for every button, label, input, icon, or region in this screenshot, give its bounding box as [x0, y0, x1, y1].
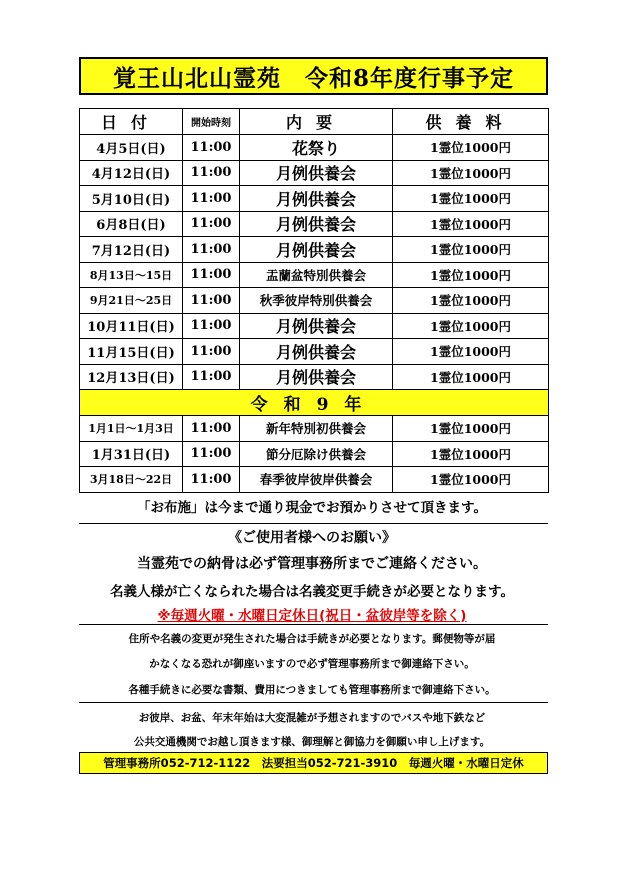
fee-cell: 1霊位1000円	[393, 186, 549, 212]
event-cell: 盂蘭盆特別供養会	[240, 262, 393, 288]
time-cell: 11:00	[183, 364, 240, 390]
request-title: 《ご使用者様へのお願い》	[228, 530, 396, 546]
date-cell: 7月12日(日)	[80, 237, 183, 263]
date-cell: 9月21日～25日	[80, 288, 183, 314]
closed-days-notice: ※毎週火曜・水曜日定休日(祝日・盆彼岸等を除く)	[157, 608, 467, 624]
fee-cell: 1霊位1000円	[393, 441, 549, 467]
table-row	[80, 237, 549, 263]
header-date: 日付	[80, 109, 183, 135]
table-row	[80, 186, 549, 212]
time-cell: 11:00	[183, 313, 240, 339]
event-cell: 節分厄除け供養会	[240, 441, 393, 467]
table-row	[80, 313, 549, 339]
event-cell: 新年特別初供養会	[240, 416, 393, 442]
time-cell: 11:00	[183, 441, 240, 467]
traffic-note-1: お彼岸、お盆、年末年始は大変混雑が予想されますのでバスや地下鉄など	[138, 712, 486, 724]
time-cell: 11:00	[183, 211, 240, 237]
time-cell: 11:00	[183, 339, 240, 365]
fees-note: 各種手続きに必要な書類、費用につきましても管理事務所まで御連絡下さい。	[128, 684, 496, 696]
fee-cell: 1霊位1000円	[393, 313, 549, 339]
address-note-2: かなくなる恐れが御座いますので必ず管理事務所まで御連絡下さい。	[149, 658, 475, 670]
address-note-1: 住所や名義の変更が発生された場合は手続きが必要となります。郵便物等が届	[128, 633, 496, 645]
era-label: 令和9年	[80, 390, 549, 416]
event-cell: 春季彼岸彼岸供養会	[240, 467, 393, 493]
fee-cell: 1霊位1000円	[393, 211, 549, 237]
date-cell: 6月8日(日)	[80, 211, 183, 237]
date-cell: 12月13日(日)	[80, 364, 183, 390]
fee-cell: 1霊位1000円	[393, 416, 549, 442]
time-cell: 11:00	[183, 135, 240, 161]
table-row	[80, 262, 549, 288]
date-cell: 11月15日(日)	[80, 339, 183, 365]
fee-cell: 1霊位1000円	[393, 288, 549, 314]
date-cell: 8月13日～15日	[80, 262, 183, 288]
date-cell: 1月1日～1月3日	[80, 416, 183, 442]
event-cell: 月例供養会	[240, 364, 393, 390]
traffic-note-2: 公共交通機関でお越し頂きます様、御理解と御協力を御願い申し上げます。	[133, 736, 491, 748]
time-cell: 11:00	[183, 288, 240, 314]
event-cell: 月例供養会	[240, 237, 393, 263]
date-cell: 4月12日(日)	[80, 160, 183, 186]
date-cell: 5月10日(日)	[80, 186, 183, 212]
table-row	[80, 339, 549, 365]
fee-cell: 1霊位1000円	[393, 339, 549, 365]
event-cell: 月例供養会	[240, 313, 393, 339]
time-cell: 11:00	[183, 262, 240, 288]
table-row	[80, 441, 549, 467]
header-time: 開始時刻	[183, 109, 240, 135]
divider	[79, 523, 548, 524]
divider	[79, 624, 548, 625]
fee-cell: 1霊位1000円	[393, 262, 549, 288]
event-cell: 秋季彼岸特別供養会	[240, 288, 393, 314]
era-row	[80, 390, 549, 416]
contact-footer: 管理事務所052-712-1122 法要担当052-721-3910 毎週火曜・水曜日定休	[79, 752, 548, 774]
table-row	[80, 416, 549, 442]
request-line-2: 名義人様が亡くなられた場合は名義変更手続きが必要となります。	[110, 584, 514, 600]
header-content: 内要	[240, 109, 393, 135]
table-row	[80, 211, 549, 237]
table-row	[80, 160, 549, 186]
event-cell: 月例供養会	[240, 186, 393, 212]
table-row	[80, 135, 549, 161]
event-cell: 花祭り	[240, 135, 393, 161]
table-row	[80, 467, 549, 493]
fee-cell: 1霊位1000円	[393, 467, 549, 493]
date-cell: 4月5日(日)	[80, 135, 183, 161]
divider	[79, 702, 548, 703]
date-cell: 1月31日(日)	[80, 441, 183, 467]
page-title: 覚王山北山霊苑 令和8年度行事予定	[79, 57, 548, 95]
fee-cell: 1霊位1000円	[393, 160, 549, 186]
date-cell: 10月11日(日)	[80, 313, 183, 339]
time-cell: 11:00	[183, 416, 240, 442]
event-cell: 月例供養会	[240, 160, 393, 186]
event-cell: 月例供養会	[240, 211, 393, 237]
table-header-row	[80, 109, 549, 135]
time-cell: 11:00	[183, 237, 240, 263]
table-row	[80, 288, 549, 314]
ofuse-note: 「お布施」は今まで通り現金でお預かりさせて頂きます。	[137, 500, 487, 516]
fee-cell: 1霊位1000円	[393, 135, 549, 161]
time-cell: 11:00	[183, 467, 240, 493]
event-cell: 月例供養会	[240, 339, 393, 365]
request-line-1: 当霊苑での納骨は必ず管理事務所までご連絡ください。	[137, 556, 487, 572]
time-cell: 11:00	[183, 160, 240, 186]
schedule-table	[79, 108, 549, 493]
time-cell: 11:00	[183, 186, 240, 212]
fee-cell: 1霊位1000円	[393, 237, 549, 263]
fee-cell: 1霊位1000円	[393, 364, 549, 390]
date-cell: 3月18日～22日	[80, 467, 183, 493]
table-row	[80, 364, 549, 390]
header-fee: 供養料	[393, 109, 549, 135]
